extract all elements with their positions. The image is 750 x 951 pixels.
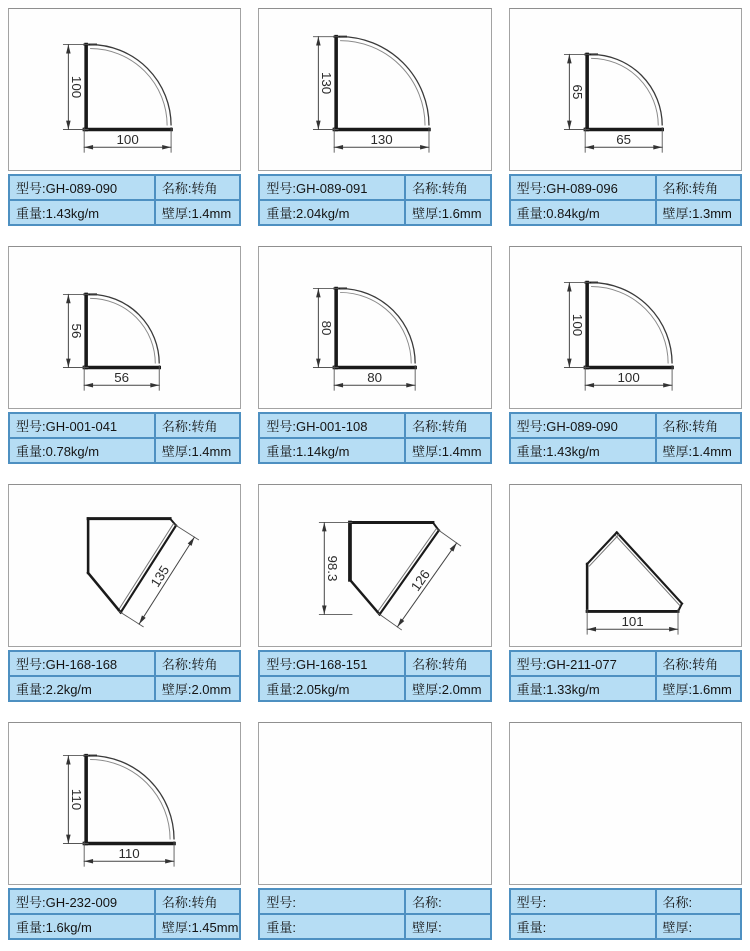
svg-text:130: 130 (370, 131, 394, 147)
info-row-top (510, 175, 741, 200)
model-cell (510, 651, 656, 676)
weight-value: 2.04kg/m (295, 205, 350, 221)
name-cell (656, 175, 741, 200)
thickness-value: 1.6mm (441, 205, 482, 221)
profile-cell (258, 722, 491, 940)
name-cell (656, 413, 741, 438)
profile-cell (509, 246, 742, 464)
weight-label: 重量: (266, 919, 296, 935)
info-row-top (259, 651, 490, 676)
profile-info-table (258, 650, 491, 702)
model-cell (9, 413, 155, 438)
svg-text:101: 101 (621, 613, 644, 629)
name-value: 转角 (441, 418, 468, 434)
model-value: GH-001-041 (45, 418, 118, 434)
info-row-bottom (9, 438, 240, 463)
thickness-cell (656, 438, 741, 463)
info-row-bottom (259, 438, 490, 463)
info-row-top (9, 175, 240, 200)
profile-cross-section-diagram (9, 485, 240, 646)
profile-cross-section-diagram (9, 723, 240, 884)
weight-value: 2.2kg/m (45, 681, 92, 697)
thickness-value: 1.45mm (191, 919, 239, 935)
weight-label: 重量: (516, 681, 547, 697)
info-row-bottom (259, 914, 490, 939)
weight-cell (9, 200, 155, 225)
weight-label: 重量: (516, 919, 547, 935)
svg-text:110: 110 (68, 788, 84, 811)
name-cell (656, 889, 741, 914)
thickness-label: 壁厚: (662, 681, 693, 697)
weight-label: 重量: (16, 681, 46, 697)
profile-cell (258, 8, 491, 226)
name-value: 转角 (191, 894, 218, 910)
weight-cell (9, 676, 155, 701)
name-cell (656, 651, 741, 676)
name-label: 名称: (662, 418, 693, 434)
name-cell (405, 413, 490, 438)
thickness-label: 壁厚: (662, 205, 693, 221)
profile-cross-section-diagram (259, 247, 490, 408)
name-label: 名称: (412, 418, 442, 434)
svg-text:80: 80 (319, 320, 335, 336)
svg-text:100: 100 (617, 369, 640, 385)
name-cell (155, 651, 240, 676)
model-value: GH-089-090 (45, 180, 118, 196)
thickness-label: 壁厚: (161, 919, 192, 935)
model-value: GH-168-151 (295, 656, 368, 672)
name-label: 名称: (412, 656, 442, 672)
model-value: GH-232-009 (45, 894, 118, 910)
weight-label: 重量: (516, 443, 547, 459)
profile-cell (509, 8, 742, 226)
thickness-cell (405, 676, 490, 701)
profile-drawing-panel (8, 484, 241, 647)
profile-cross-section-diagram (9, 247, 240, 408)
model-label: 型号: (16, 180, 46, 196)
profile-cell (8, 484, 241, 702)
info-row-bottom (510, 200, 741, 225)
thickness-cell (155, 438, 240, 463)
model-cell (510, 889, 656, 914)
model-label: 型号: (516, 418, 547, 434)
thickness-label: 壁厚: (412, 443, 442, 459)
profile-info-table (258, 174, 491, 226)
name-cell (155, 413, 240, 438)
weight-cell (510, 676, 656, 701)
svg-text:100: 100 (569, 313, 585, 337)
thickness-label: 壁厚: (412, 205, 442, 221)
name-value: 转角 (692, 656, 719, 672)
thickness-cell (155, 676, 240, 701)
profile-cell (8, 8, 241, 226)
info-row-top (259, 889, 490, 914)
profile-drawing-panel (509, 722, 742, 885)
thickness-value: 1.3mm (692, 205, 732, 221)
weight-cell (259, 438, 405, 463)
profile-info-table (509, 888, 742, 940)
thickness-cell (656, 200, 741, 225)
profile-drawing-panel (509, 8, 742, 171)
weight-value: 1.6kg/m (45, 919, 92, 935)
profile-info-table (258, 412, 491, 464)
thickness-label: 壁厚: (662, 919, 693, 935)
name-value: 转角 (191, 180, 218, 196)
model-value: GH-089-090 (546, 418, 618, 434)
profile-cell (509, 722, 742, 940)
name-value: 转角 (191, 656, 218, 672)
model-label: 型号: (16, 894, 46, 910)
model-label: 型号: (266, 180, 296, 196)
name-label: 名称: (161, 418, 192, 434)
thickness-cell (405, 200, 490, 225)
profile-drawing-panel (258, 722, 491, 885)
thickness-cell (656, 914, 741, 939)
model-cell (510, 413, 656, 438)
profile-cross-section-diagram (510, 247, 741, 408)
svg-text:80: 80 (367, 369, 383, 385)
weight-label: 重量: (266, 443, 296, 459)
name-value: 转角 (441, 180, 468, 196)
info-row-bottom (510, 914, 741, 939)
profile-drawing-panel (509, 484, 742, 647)
name-label: 名称: (412, 894, 442, 910)
info-row-bottom (9, 914, 240, 939)
weight-value: 1.43kg/m (546, 443, 600, 459)
name-cell (405, 889, 490, 914)
profile-cross-section-diagram (9, 9, 240, 170)
weight-value: 0.84kg/m (546, 205, 600, 221)
weight-cell (510, 200, 656, 225)
name-value: 转角 (692, 418, 719, 434)
weight-label: 重量: (16, 443, 46, 459)
weight-label: 重量: (266, 681, 296, 697)
profile-cross-section-diagram (510, 723, 741, 884)
info-row-bottom (9, 200, 240, 225)
name-cell (405, 175, 490, 200)
info-row-top (259, 413, 490, 438)
name-value: 转角 (441, 656, 468, 672)
thickness-label: 壁厚: (161, 443, 192, 459)
thickness-cell (656, 676, 741, 701)
info-row-bottom (510, 676, 741, 701)
thickness-value: 1.4mm (692, 443, 732, 459)
profile-info-table (8, 650, 241, 702)
info-row-top (9, 889, 240, 914)
weight-cell (259, 914, 405, 939)
model-cell (259, 175, 405, 200)
thickness-label: 壁厚: (412, 919, 442, 935)
thickness-label: 壁厚: (161, 681, 192, 697)
thickness-value: 1.6mm (692, 681, 732, 697)
model-label: 型号: (16, 656, 46, 672)
weight-value: 1.14kg/m (295, 443, 350, 459)
model-value: GH-211-077 (546, 656, 617, 672)
name-label: 名称: (662, 894, 693, 910)
thickness-value: 2.0mm (191, 681, 232, 697)
model-cell (9, 175, 155, 200)
svg-text:110: 110 (118, 845, 140, 861)
profile-cell (509, 484, 742, 702)
profile-drawing-panel (258, 246, 491, 409)
model-value: GH-168-168 (45, 656, 118, 672)
profile-info-table (509, 412, 742, 464)
weight-value: 1.33kg/m (546, 681, 600, 697)
profile-info-table (8, 888, 241, 940)
svg-text:135: 135 (147, 562, 173, 590)
svg-text:100: 100 (68, 75, 84, 99)
weight-value: 2.05kg/m (295, 681, 350, 697)
profile-drawing-panel (509, 246, 742, 409)
model-label: 型号: (266, 418, 296, 434)
model-cell (9, 651, 155, 676)
profile-cell (258, 246, 491, 464)
profile-drawing-panel (8, 722, 241, 885)
info-row-bottom (9, 676, 240, 701)
name-label: 名称: (662, 180, 693, 196)
svg-text:100: 100 (116, 131, 139, 147)
info-row-bottom (259, 200, 490, 225)
profile-info-table (509, 650, 742, 702)
weight-cell (259, 200, 405, 225)
weight-label: 重量: (16, 919, 46, 935)
profile-cross-section-diagram (510, 485, 741, 646)
weight-value: 0.78kg/m (45, 443, 100, 459)
weight-label: 重量: (516, 205, 547, 221)
name-cell (155, 175, 240, 200)
thickness-label: 壁厚: (161, 205, 192, 221)
weight-label: 重量: (16, 205, 46, 221)
model-label: 型号: (516, 180, 547, 196)
svg-text:65: 65 (569, 84, 585, 100)
model-value: GH-001-108 (295, 418, 368, 434)
profile-cross-section-diagram (259, 723, 490, 884)
profile-info-table (509, 174, 742, 226)
profile-drawing-panel (8, 8, 241, 171)
name-label: 名称: (161, 180, 192, 196)
profile-drawing-panel (258, 8, 491, 171)
svg-text:98.3: 98.3 (325, 555, 341, 582)
weight-cell (510, 438, 656, 463)
name-value: 转角 (191, 418, 218, 434)
name-label: 名称: (161, 656, 192, 672)
weight-cell (259, 676, 405, 701)
thickness-cell (155, 200, 240, 225)
info-row-bottom (259, 676, 490, 701)
name-label: 名称: (161, 894, 192, 910)
profile-info-table (8, 174, 241, 226)
profile-cell (258, 484, 491, 702)
profile-cell (8, 246, 241, 464)
svg-text:65: 65 (615, 131, 631, 147)
svg-text:56: 56 (68, 323, 84, 339)
profile-drawing-panel (258, 484, 491, 647)
model-value: GH-089-091 (295, 180, 368, 196)
profile-cross-section-diagram (259, 9, 490, 170)
info-row-top (9, 651, 240, 676)
thickness-cell (405, 914, 490, 939)
thickness-value: 1.4mm (191, 205, 232, 221)
weight-label: 重量: (266, 205, 296, 221)
profile-drawing-panel (8, 246, 241, 409)
thickness-cell (155, 914, 240, 939)
profile-info-table (258, 888, 491, 940)
thickness-label: 壁厚: (412, 681, 442, 697)
profile-cross-section-diagram (510, 9, 741, 170)
model-value: GH-089-096 (546, 180, 618, 196)
svg-text:126: 126 (408, 566, 434, 594)
name-label: 名称: (412, 180, 442, 196)
name-value: 转角 (692, 180, 719, 196)
svg-text:130: 130 (319, 71, 335, 95)
thickness-value: 1.4mm (191, 443, 232, 459)
name-cell (155, 889, 240, 914)
weight-cell (9, 914, 155, 939)
model-cell (510, 175, 656, 200)
svg-text:56: 56 (114, 369, 130, 385)
thickness-value: 1.4mm (441, 443, 482, 459)
model-label: 型号: (266, 894, 296, 910)
model-cell (9, 889, 155, 914)
info-row-top (510, 651, 741, 676)
name-cell (405, 651, 490, 676)
profile-info-table (8, 412, 241, 464)
info-row-top (510, 889, 741, 914)
info-row-top (510, 413, 741, 438)
profile-cross-section-diagram (259, 485, 490, 646)
model-label: 型号: (266, 656, 296, 672)
weight-cell (9, 438, 155, 463)
model-cell (259, 413, 405, 438)
thickness-label: 壁厚: (662, 443, 693, 459)
weight-cell (510, 914, 656, 939)
info-row-top (9, 413, 240, 438)
model-label: 型号: (16, 418, 46, 434)
info-row-top (259, 175, 490, 200)
model-cell (259, 651, 405, 676)
name-label: 名称: (662, 656, 693, 672)
thickness-cell (405, 438, 490, 463)
thickness-value: 2.0mm (441, 681, 482, 697)
model-label: 型号: (516, 894, 547, 910)
model-cell (259, 889, 405, 914)
info-row-bottom (510, 438, 741, 463)
model-label: 型号: (516, 656, 547, 672)
profile-cell (8, 722, 241, 940)
weight-value: 1.43kg/m (45, 205, 100, 221)
